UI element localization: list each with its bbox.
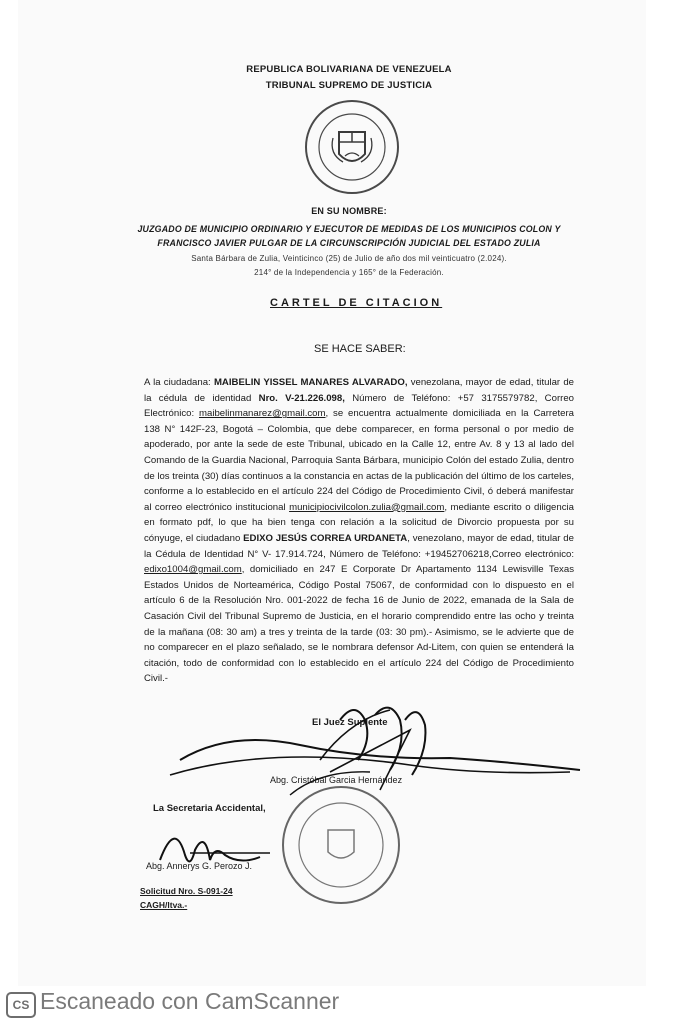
tribunal-heading: TRIBUNAL SUPREMO DE JUSTICIA (265, 80, 433, 91)
court-seal (303, 98, 401, 196)
citation-body (144, 375, 574, 687)
en-su-nombre: EN SU NOMBRE: (311, 206, 387, 216)
respondent-email: maibelinmanarez@gmail.com (199, 408, 326, 420)
body-text: A la ciudadana: (144, 377, 214, 388)
solicitud-number: Solicitud Nro. S-091-24 (140, 886, 233, 896)
body-text: venezolana, mayor de edad, titular de la cédula de identidad (144, 377, 574, 404)
secretary-name: Abg. Annerys G. Perozo J. (146, 861, 253, 871)
body-text: , mediante escrito o diligencia en formato pdf, lo que ha bien tenga con relación a la solicitud de Divorcio propuesta por su cónyuge, el ciudadano (144, 501, 574, 544)
body-text: , se encuentra actualmente domiciliada en la Carretera 138 N° 142F-23, Bogotá – Colombia, que debe comparecer, en forma personal o por medio de apoderado, por ante la sede de este Tribunal, ubicado en la Calle 12, entre Av. 8 y 13 al lado del Comando de la Guardia Nacional, Parroquia Santa Bárbara, municipio Colón del estado Zulia, dentro de los treinta (30) días continuos a la constancia en actas de la publicación del último de los carteles, conforme a lo establecido en el artículo 224 del Código de Procedimiento Civil, ó deberá manifestar al correo electrónico institucional (144, 408, 574, 513)
court-line-2: FRANCISCO JAVIER PULGAR DE LA CIRCUNSCRIPCIÓN JUDICIAL DEL ESTADO ZULIA (157, 238, 541, 248)
body-text: Número de Teléfono: +57 3175579782, Correo Electrónico: (144, 392, 575, 420)
court-line-1: JUZGADO DE MUNICIPIO ORDINARIO Y EJECUTOR DE MEDIDAS DE LOS MUNICIPIOS COLON Y (137, 224, 561, 234)
date-line-2: 214° de la Independencia y 165° de la Federación. (254, 268, 444, 277)
camscanner-watermark: Escaneado con CamScanner (40, 988, 340, 1014)
camscanner-icon: CS (6, 992, 36, 1018)
judge-name: Abg. Cristóbal Garcia Hernández (270, 775, 403, 785)
document-title: CARTEL DE CITACION (270, 297, 443, 309)
secretary-title: La Secretaria Accidental, (153, 803, 266, 814)
institutional-email: municipiocivilcolon.zulia@gmail.com (289, 501, 445, 513)
body-text: , venezolano, mayor de edad, titular de la Cédula de Identidad N° V- 17.914.724, Número de Teléfono: +19452706218,Correo electrónico: (144, 532, 574, 560)
respondent-name: MAIBELIN YISSEL MANARES ALVARADO, (213, 377, 408, 388)
body-text: , domiciliado en 247 E Corporate Dr Apartamento 1134 Lewisville Texas Estados Unidos de Norteamérica, Código Postal 75067, de conformidad con lo dispuesto en el artículo 6 de la Resolución Nro. 001-2022 de fecha 16 de Junio de 2022, emanada de la Sala de Casación Civil del Tribunal Supremo de Justicia, en el horario comprendido entre las ocho y treinta de la mañana (08: 30 am) a tres y treinta de la tarde (03: 30 pm).- Asimismo, se le advierte que de no comparecer en el plazo señalado, se le nombrara defensor Ad-Litem, con quien se entenderá la citación, todo de conformidad con lo establecido en el artículo 224 del Código de Procedimiento Civil.- (144, 564, 574, 685)
respondent-id: Nro. V-21.226.098, (258, 392, 345, 404)
se-hace-saber: SE HACE SABER: (314, 343, 406, 355)
date-line-1: Santa Bárbara de Zulia, Veinticinco (25) de Julio de año dos mil veinticuatro (2.024). (191, 254, 507, 263)
judge-title: El Juez Suplente (312, 717, 388, 728)
petitioner-name: EDIXO JESÚS CORREA URDANETA (243, 532, 408, 544)
clerk-initials: CAGH/ltva.- (140, 900, 188, 910)
republic-heading: REPUBLICA BOLIVARIANA DE VENEZUELA (246, 64, 452, 75)
petitioner-email: edixo1004@gmail.com (144, 564, 242, 576)
